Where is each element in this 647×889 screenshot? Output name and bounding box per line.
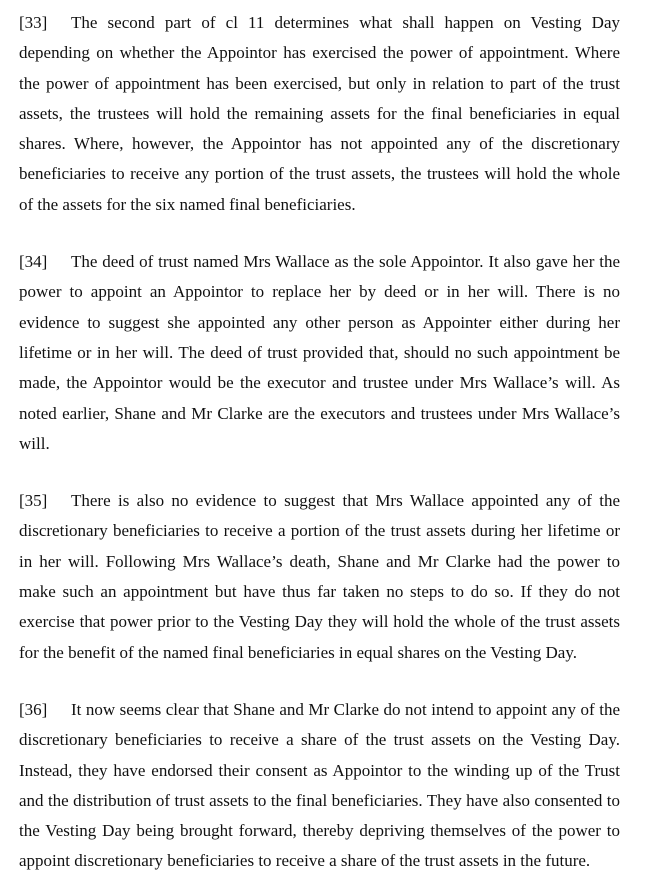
paragraph-number: [34] [19,252,48,272]
paragraph-text: The deed of trust named Mrs Wallace as the sole Appointor. It also gave her the power to appoint an Appointor to replace her by deed or in her will. There is no evidence to suggest she appointed any other person as Appointer either during her lifetime or in her will. The deed of trust provided that, should no such appointment be made, the Appointor would be the executor and trustee under Mrs Wallace’s will. As noted earlier, Shane and Mr Clarke are the executors and trustees under Mrs Wallace’s will. [19,252,620,453]
paragraph-text: The second part of cl 11 determines what shall happen on Vesting Day depending on whether the Appointor has exercised the power of appointment. Where the power of appointment has been exercised, but only in relation to part of the trust assets, the trustees will hold the remaining assets for the final beneficiaries in equal shares. Where, however, the Appointor has not appointed any of the discretionary beneficiaries to receive any portion of the trust assets, the trustees will hold the whole of the assets for the six named final beneficiaries. [19,13,620,214]
paragraph-36 [19,695,620,877]
paragraph-33 [19,8,620,220]
paragraph-number: [33] [19,13,48,32]
paragraph-text: There is also no evidence to suggest that Mrs Wallace appointed any of the discretionary beneficiaries to receive a portion of the trust assets during her lifetime or in her will. Following Mrs Wallace’s death, Shane and Mr Clarke had the power to make such an appointment but have thus far taken no steps to do so. If they do not exercise that power prior to the Vesting Day they will hold the whole of the trust assets for the benefit of the named final beneficiaries in equal shares on the Vesting Day. [19,491,620,662]
paragraph-35 [19,486,620,668]
paragraph-text: It now seems clear that Shane and Mr Clarke do not intend to appoint any of the discretionary beneficiaries to receive a share of the trust assets on the Vesting Day. Instead, they have endorsed their consent as Appointor to the winding up of the Trust and the distribution of trust assets to the final beneficiaries. They have also consented to the Vesting Day being brought forward, thereby depriving themselves of the power to appoint discretionary beneficiaries to receive a share of the trust assets in the future. [19,699,620,871]
judgment-document [19,8,620,877]
paragraph-number: [35] [19,491,48,511]
paragraph-number: [36] [19,699,48,719]
paragraph-34 [19,247,620,459]
